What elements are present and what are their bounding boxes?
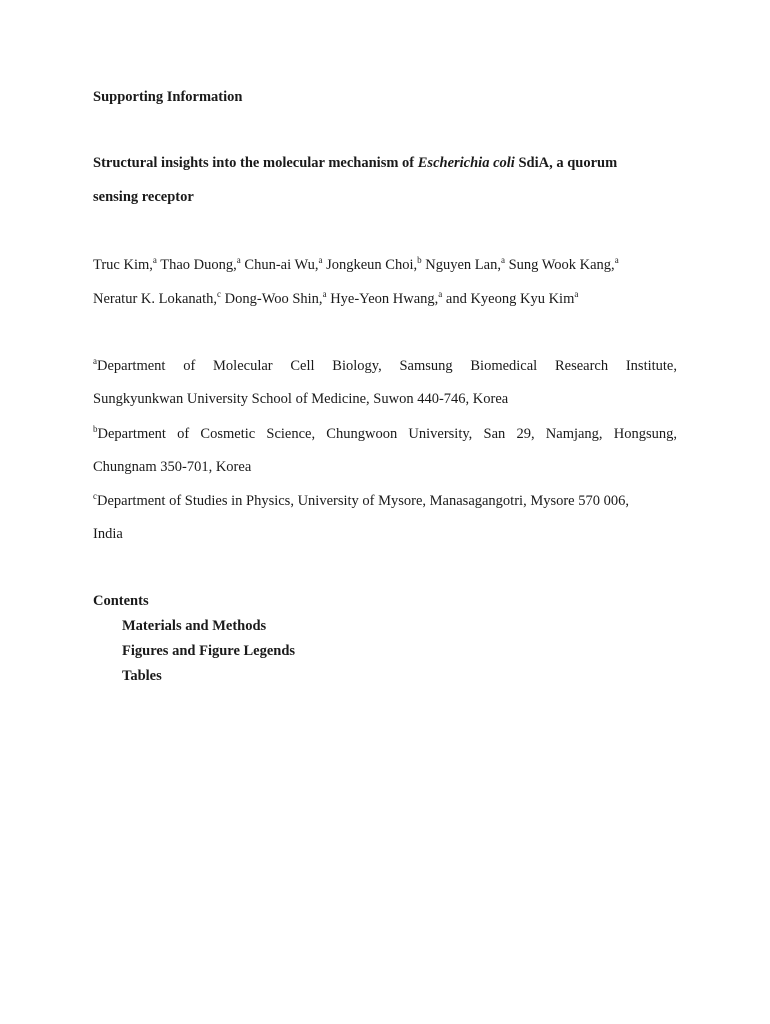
title-text-after: SdiA, a quorum	[514, 155, 618, 171]
affiliation-mark: c	[93, 491, 97, 501]
author-line-2	[93, 290, 578, 308]
author-affiliation-mark: a	[152, 255, 157, 265]
affiliation-text: Department of Studies in Physics, University of Mysore, Manasagangotri, Mysore 570 006,	[97, 493, 629, 509]
affiliation-mark: a	[93, 356, 97, 366]
contents-item-figures: Figures and Figure Legends	[122, 643, 296, 659]
title-species-italic: Escherichia coli	[417, 155, 515, 171]
author-name: Sung Wook Kang,	[508, 257, 615, 273]
author-line-1	[93, 256, 619, 274]
affiliation-a-line-2: Sungkyunkwan University School of Medicine, Suwon 440-746, Korea	[93, 391, 509, 407]
author-name: Thao Duong,	[160, 257, 237, 273]
author-name: Neratur K. Lokanath,	[93, 291, 218, 307]
author-affiliation-mark: a	[614, 255, 619, 265]
author-name: Truc Kim,	[93, 257, 153, 273]
affiliation-b-line-1	[93, 425, 677, 443]
author-name: Chun-ai Wu,	[244, 257, 319, 273]
author-name: and Kyeong Kyu Kim	[445, 291, 575, 307]
author-name: Nguyen Lan,	[425, 257, 501, 273]
author-name: Jongkeun Choi,	[326, 257, 418, 273]
affiliation-a-line-1	[93, 357, 677, 375]
author-affiliation-mark: c	[217, 289, 222, 299]
author-affiliation-mark: b	[417, 255, 422, 265]
author-affiliation-mark: a	[438, 289, 443, 299]
contents-item-materials: Materials and Methods	[122, 618, 267, 634]
supporting-info-heading: Supporting Information	[93, 89, 243, 105]
author-affiliation-mark: a	[322, 289, 327, 299]
affiliation-text: Department of Cosmetic Science, Chungwoon University, San 29, Namjang, Hongsung,	[97, 426, 677, 442]
contents-item-tables: Tables	[122, 668, 162, 684]
title-text-before: Structural insights into the molecular mechanism of	[93, 155, 418, 171]
author-affiliation-mark: a	[574, 289, 579, 299]
author-affiliation-mark: a	[318, 255, 323, 265]
author-name: Hye-Yeon Hwang,	[330, 291, 439, 307]
affiliation-mark: b	[93, 424, 98, 434]
affiliation-b-line-2: Chungnam 350-701, Korea	[93, 459, 252, 475]
affiliation-c-line-1	[93, 492, 629, 510]
author-name: Dong-Woo Shin,	[224, 291, 323, 307]
paper-title-line-2: sensing receptor	[93, 189, 194, 205]
author-affiliation-mark: a	[236, 255, 241, 265]
affiliation-c-line-2: India	[93, 526, 123, 542]
contents-heading: Contents	[93, 593, 149, 609]
author-affiliation-mark: a	[500, 255, 505, 265]
paper-title-line-1	[93, 154, 617, 172]
affiliation-text: Department of Molecular Cell Biology, Samsung Biomedical Research Institute,	[97, 358, 677, 374]
